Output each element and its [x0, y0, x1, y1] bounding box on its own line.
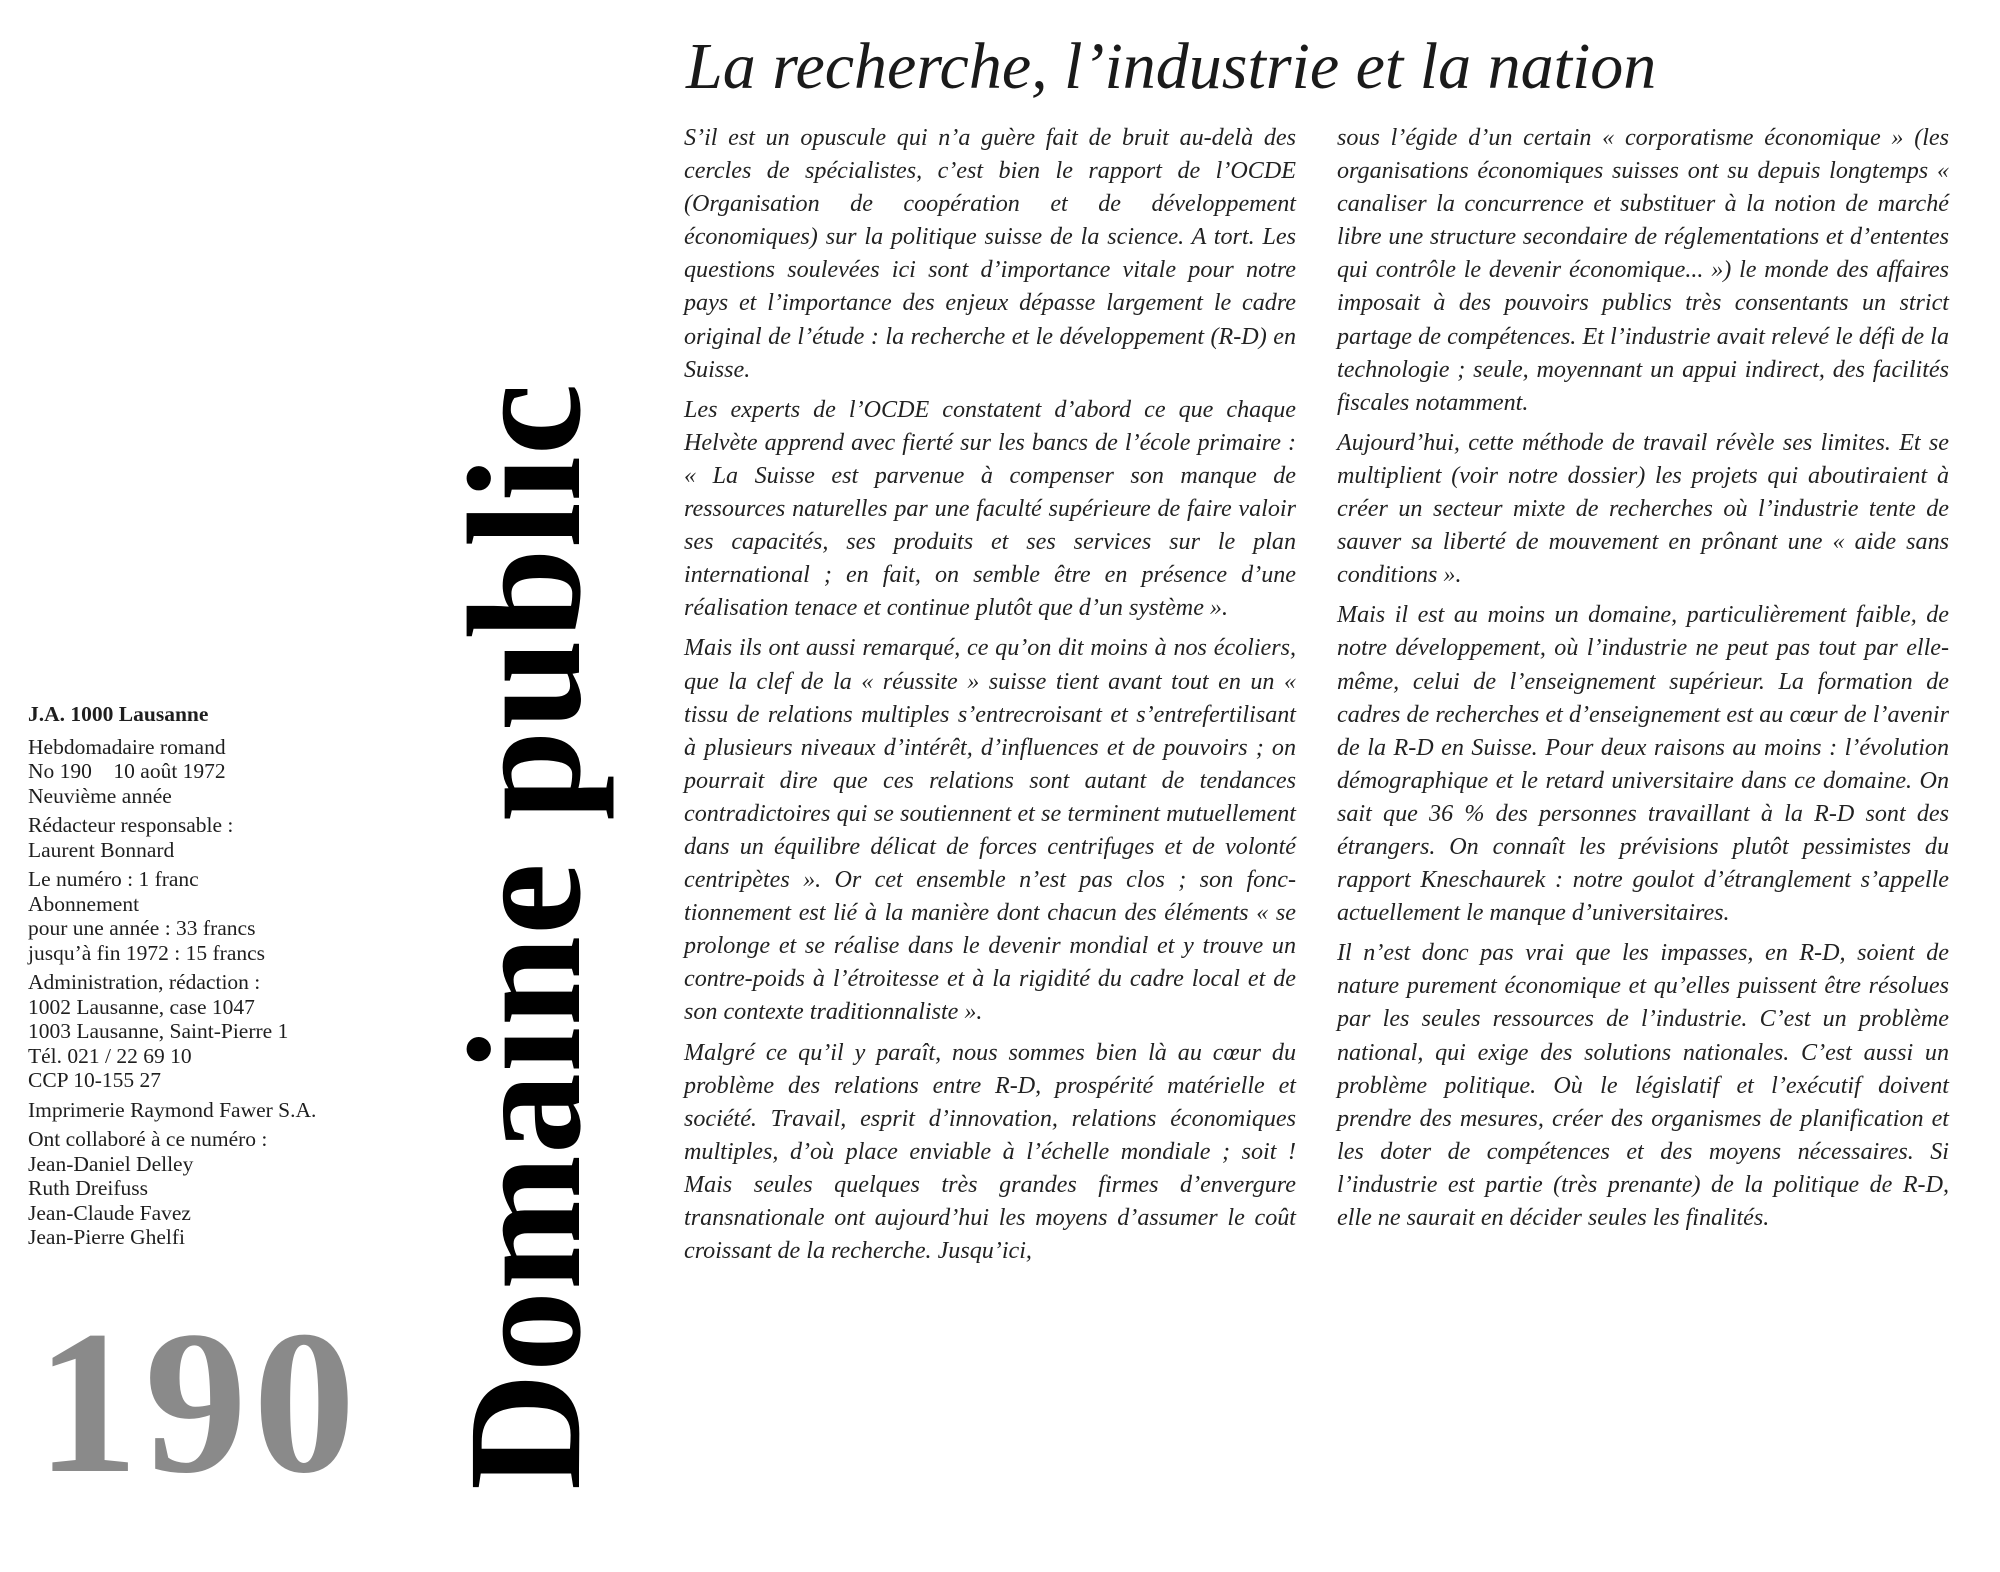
administration-info: [28, 970, 408, 1093]
price-year: pour une année : 33 francs: [28, 916, 256, 940]
postal-line: J.A. 1000 Lausanne: [28, 702, 209, 726]
printer-name: Imprimerie Raymond Fawer S.A.: [28, 1097, 317, 1122]
contributor-name: Jean-Pierre Ghelfi: [28, 1225, 185, 1249]
contributors-info: [28, 1127, 408, 1250]
publication-year: Neuvième année: [28, 783, 172, 808]
article-paragraph: Les experts de l’OCDE constatent d’abord ce que chaque Helvète apprend avec fierté sur les bancs de l’école primaire : « La Suisse est parvenue à compenser son manque de ressources naturelles par une faculté supérieure de faire valoir ses capacités, ses produits et ses services sur le plan international ; en fait, on semble être en présence d’une réalisation tenace et continue plutôt que d’un système ».: [684, 396, 1296, 622]
postal-account: CCP 10-155 27: [28, 1068, 161, 1092]
address-case: 1002 Lausanne, case 1047: [28, 994, 255, 1019]
administration-label: Administration, rédaction :: [28, 970, 261, 994]
article-paragraph: Malgré ce qu’il y paraît, nous sommes bien là au cœur du problème des relations entre R-D, prospérité matérielle et société. Travail, esprit d’innovation, relations économiques multiples, d’où place enviable à l’échelle mondiale ; soit ! Mais seules quelques très grandes firmes d’envergure transnationale ont aujourd’hui les moyens d’assumer le coût croissant de la recherche. Jusqu’ici,: [684, 1039, 1296, 1265]
contributor-name: Jean-Claude Favez: [28, 1200, 191, 1225]
price-single: Le numéro : 1 franc: [28, 867, 199, 891]
address-street: 1003 Lausanne, Saint-Pierre 1: [28, 1019, 289, 1043]
publication-info: [28, 735, 408, 809]
editor-name: Laurent Bonnard: [28, 837, 175, 862]
article-paragraph: Mais il est au moins un domaine, particulièrement faible, de notre développement, où l’industrie ne peut pas tout par elle-même, celui de l’enseignement supérieur. La formation de cadres de recherches et d’enseignement est au cœur de l’avenir de la R-D en Suisse. Pour deux raisons au moins : l’évolution démographique et le retard universitaire dans ce domaine. On sait que 36 % des personnes travaillant à la R-D sont des étrangers. On connaît les prévisions plutôt pessimistes du rapport Kneschaurek : notre goulot d’étranglement s’appelle actuellement le manque d’universitaires.: [1337, 602, 1949, 927]
masthead: Domaine public: [436, 382, 615, 1490]
contributor-name: Ruth Dreifuss: [28, 1176, 149, 1200]
article-column-left: [684, 122, 1296, 1268]
article-column-right: [1337, 122, 1949, 1242]
printer-info: [28, 1098, 408, 1123]
contributor-name: Jean-Daniel Delley: [28, 1151, 194, 1176]
editor-label: Rédacteur responsable :: [28, 813, 234, 837]
article-paragraph-continued: sous l’égide d’un certain « corporatisme économique » (les organisations économiques suisses ont su depuis longtemps « canaliser la concurrence et substituer à la notion de marché libre une structure secondaire de réglementations et d’ententes qui contrôle le devenir économique... ») le monde des affaires imposait à des pouvoirs publics très consentants un strict partage de compétences. Et l’industrie avait relevé le défi de la technologie ; seule, moyennant un appui indirect, des facilités fiscales notamment.: [1337, 125, 1949, 416]
issue-number: 190: [36, 1289, 362, 1516]
colophon: [28, 702, 408, 1255]
article-paragraph: Mais ils ont aussi remarqué, ce qu’on dit moins à nos écoliers, que la clef de la « réussite » suisse tient avant tout en un « tissu de relations multiples s’entrecroisant et s’entrefertilisant à plusieurs niveaux d’intérêt, d’influences et de pouvoirs ; on pourrait dire que ces relations sont autant de tendances contradictoires qui se soutiennent et se terminent mutuellement dans un équilibre délicat de forces centrifuges et de volonté centripètes ». Or cet ensemble n’est pas clos ; son fonctionnement est lié à la manière dont chacun des éléments « se prolonge et se réalise dans le devenir mondial et y trouve un contre-poids à l’étroitesse et à la rigidité du cadre local et de son contexte traditionnaliste ».: [684, 635, 1296, 1026]
contributors-label: Ont collaboré à ce numéro :: [28, 1127, 268, 1151]
article-paragraph: Il n’est donc pas vrai que les impasses, en R-D, soient de nature purement économique et qu’elles puissent être résolues par les seules ressources de l’industrie. C’est un problème national, qui exige des solutions nationales. C’est aussi un problème politique. Où le législatif et l’exécutif doivent prendre des mesures, créer des organismes de planification et les doter de compétences et des moyens nécessaires. Si l’industrie est partie (très prenante) de la politique de R-D, elle ne saurait en décider seules les finalités.: [1337, 940, 1949, 1231]
article-paragraph: S’il est un opuscule qui n’a guère fait de bruit au-delà des cercles de spécialistes, c’est bien le rapport de l’OCDE (Organisation de coopération et de développement économiques) sur la politique suisse de la science. A tort. Les questions soulevées ici sont d’importance vitale pour notre pays et l’importance des enjeux dépasse largement le cadre original de l’étude : la recherche et le développement (R-D) en Suisse.: [684, 125, 1296, 383]
article-paragraph: Aujourd’hui, cette méthode de travail révèle ses limites. Et se multiplient (voir notre dossier) les projets qui aboutiraient à créer un secteur mixte de recherches où l’industrie tente de sauver sa liberté de mouvement en prônant une « aide sans conditions ».: [1337, 429, 1949, 589]
issue-date: No 190 10 août 1972: [28, 759, 226, 783]
price-end-of-year: jusqu’à fin 1972 : 15 francs: [28, 940, 266, 965]
subscription-label: Abonnement: [28, 891, 140, 916]
telephone: Tél. 021 / 22 69 10: [28, 1043, 192, 1068]
article-title: La recherche, l’industrie et la nation: [686, 30, 1657, 103]
publication-frequency: Hebdomadaire romand: [28, 734, 226, 759]
editor-info: [28, 813, 408, 862]
pricing-info: [28, 867, 408, 965]
